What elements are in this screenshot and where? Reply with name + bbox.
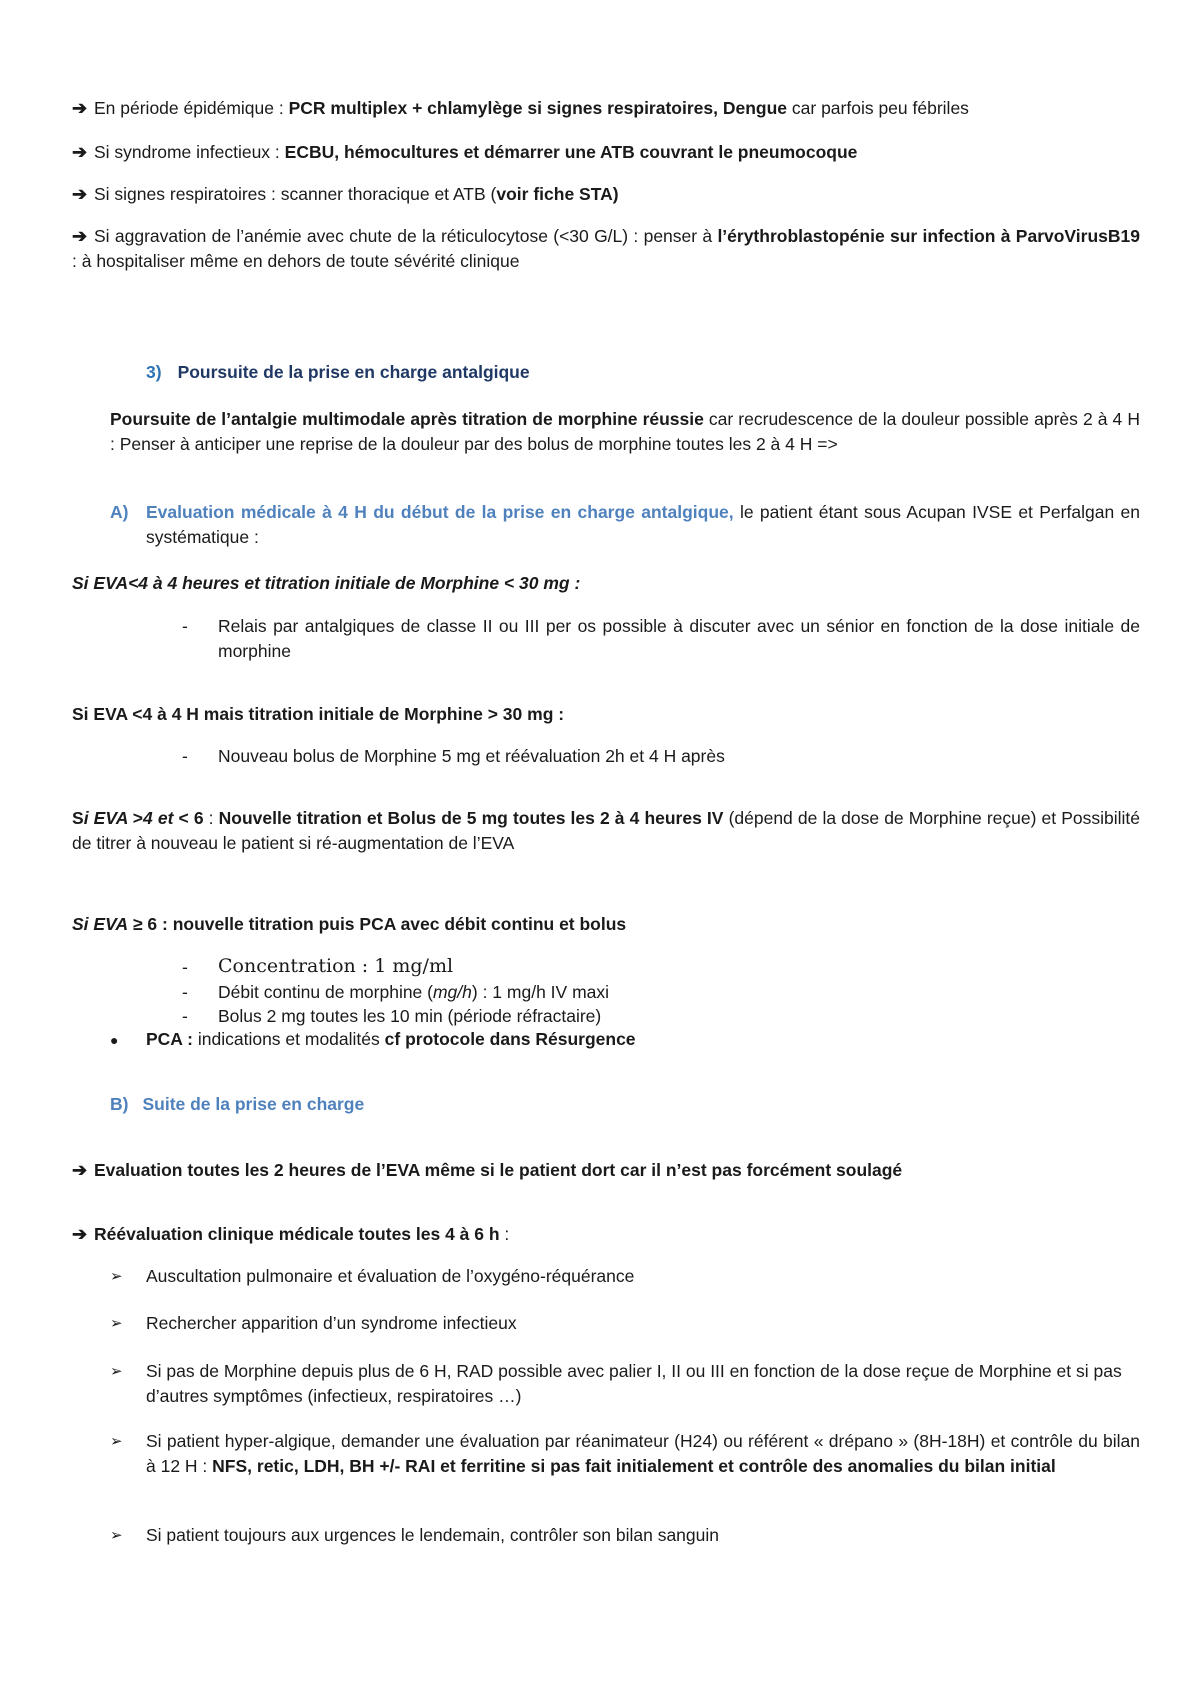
anemia-paragraph: ➔ Si aggravation de l’anémie avec chute de la réticulocytose (<30 G/L) : penser à l’érythroblastopénie sur infection à ParvoVirusB19 : à hospitaliser même en dehors de toute sévérité clinique xyxy=(72,226,1140,271)
section-b-heading xyxy=(110,1092,364,1117)
list-item: Auscultation pulmonaire et évaluation de l’oxygéno-réquérance xyxy=(146,1266,635,1286)
epidemic-line: ➔ En période épidémique : PCR multiplex + chlamylège si signes respiratoires, Dengue car parfois peu fébriles xyxy=(72,96,1140,121)
chevron-bullet-icon: ➢ xyxy=(110,1268,123,1285)
chevron-bullet-icon: ➢ xyxy=(110,1527,123,1544)
respiratory-line: ➔ Si signes respiratoires : scanner thoracique et ATB (voir fiche STA) xyxy=(72,182,1140,207)
chevron-bullet-icon: ➢ xyxy=(110,1433,123,1450)
condition-1-item: Relais par antalgiques de classe II ou III per os possible à discuter avec un sénior en fonction de la dose initiale de morphine xyxy=(218,616,1140,661)
arrow-icon: ➔ xyxy=(72,226,88,246)
arrow-icon: ➔ xyxy=(72,1224,88,1244)
section-title: Poursuite de la prise en charge antalgique xyxy=(177,362,530,382)
section-letter: B) xyxy=(110,1094,129,1114)
pca-continuous-rate: Débit continu de morphine (mg/h) : 1 mg/h IV maxi xyxy=(218,982,610,1002)
section-letter: A) xyxy=(110,502,129,522)
list-item: Si patient toujours aux urgences le lendemain, contrôler son bilan sanguin xyxy=(146,1525,719,1545)
dash-marker: - xyxy=(182,746,188,766)
section-3-heading xyxy=(146,360,530,385)
chevron-bullet-icon: ➢ xyxy=(110,1315,123,1332)
arrow-icon: ➔ xyxy=(72,142,88,162)
condition-2-item: Nouveau bolus de Morphine 5 mg et réévaluation 2h et 4 H après xyxy=(218,746,725,766)
dash-marker: - xyxy=(182,616,188,636)
dash-marker: - xyxy=(182,957,188,977)
bullet-icon: ● xyxy=(110,1032,119,1048)
condition-2-heading: Si EVA <4 à 4 H mais titration initiale de Morphine > 30 mg : xyxy=(72,704,565,724)
pca-protocol-line: PCA : indications et modalités cf protocole dans Résurgence xyxy=(146,1029,636,1049)
arrow-icon: ➔ xyxy=(72,1160,88,1180)
section-3-intro: Poursuite de l’antalgie multimodale après titration de morphine réussie car recrudescence de la douleur possible après 2 à 4 H : Penser à anticiper une reprise de la douleur par des bolus de morphine toutes les 2 à 4 H => xyxy=(110,409,1140,454)
dash-marker: - xyxy=(182,982,188,1002)
section-b-title: Suite de la prise en charge xyxy=(142,1094,365,1114)
condition-1-heading: Si EVA<4 à 4 heures et titration initiale de Morphine < 30 mg : xyxy=(72,573,581,593)
reevaluation-line: ➔ Réévaluation clinique médicale toutes les 4 à 6 h : xyxy=(72,1222,1140,1247)
list-item: Rechercher apparition d’un syndrome infectieux xyxy=(146,1313,517,1333)
arrow-icon: ➔ xyxy=(72,98,88,118)
arrow-icon: ➔ xyxy=(72,184,88,204)
condition-4-heading: Si EVA ≥ 6 : nouvelle titration puis PCA avec débit continu et bolus xyxy=(72,914,627,934)
condition-3-paragraph: Si EVA >4 et < 6 : Nouvelle titration et Bolus de 5 mg toutes les 2 à 4 heures IV (dépend de la dose de Morphine reçue) et Possibilité de titrer à nouveau le patient si ré-augmentation de l’EVA xyxy=(72,808,1140,853)
evaluation-line: ➔ Evaluation toutes les 2 heures de l’EVA même si le patient dort car il n’est pas forcément soulagé xyxy=(72,1158,1140,1183)
infectious-line: ➔ Si syndrome infectieux : ECBU, hémocultures et démarrer une ATB couvrant le pneumocoque xyxy=(72,140,1140,165)
list-item: Si patient hyper-algique, demander une évaluation par réanimateur (H24) ou référent « drépano » (8H-18H) et contrôle du bilan à 12 H : NFS, retic, LDH, BH +/- RAI et ferritine si pas fait initialement et contrôle des anomalies du bilan initial xyxy=(146,1431,1140,1476)
pca-concentration: Concentration : 1 mg/ml xyxy=(218,955,454,977)
section-a-title: Evaluation médicale à 4 H du début de la prise en charge antalgique, xyxy=(146,502,734,522)
pca-bolus: Bolus 2 mg toutes les 10 min (période réfractaire) xyxy=(218,1006,602,1026)
dash-marker: - xyxy=(182,1006,188,1026)
chevron-bullet-icon: ➢ xyxy=(110,1363,123,1380)
section-a-heading: A) Evaluation médicale à 4 H du début de la prise en charge antalgique, le patient étant sous Acupan IVSE et Perfalgan en systématique : xyxy=(110,502,1140,547)
list-item: Si pas de Morphine depuis plus de 6 H, RAD possible avec palier I, II ou III en fonction de la dose reçue de Morphine et si pas d’autres symptômes (infectieux, respiratoires …) xyxy=(146,1361,1122,1406)
section-number: 3) xyxy=(146,362,162,382)
